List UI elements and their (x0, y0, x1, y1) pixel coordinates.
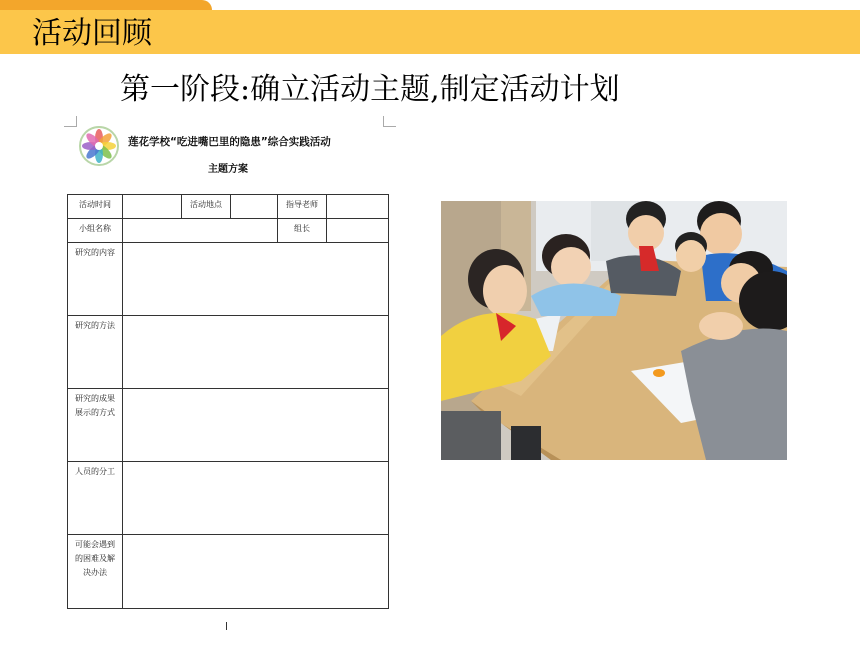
section-cell[interactable] (123, 316, 389, 389)
table-row (68, 219, 389, 243)
section-label: 人员的分工 (68, 462, 123, 535)
section-cell[interactable] (123, 462, 389, 535)
document-subtitle: 主题方案 (208, 164, 248, 175)
plan-document (64, 116, 396, 630)
section-label: 研究的方法 (68, 316, 123, 389)
section-cell[interactable] (123, 389, 389, 462)
table-row (68, 462, 389, 535)
leader-label: 组长 (278, 219, 327, 243)
crop-mark (383, 116, 396, 127)
section-cell[interactable] (123, 535, 389, 609)
leader-cell[interactable] (327, 219, 389, 243)
classroom-photo (441, 201, 787, 460)
page-title: 活动回顾 (32, 16, 152, 51)
slide-subtitle: 第一阶段:确立活动主题,制定活动计划 (120, 72, 620, 107)
table-row (68, 195, 389, 219)
header-banner (0, 0, 860, 54)
time-label: 活动时间 (68, 195, 123, 219)
section-cell[interactable] (123, 243, 389, 316)
table-row (68, 316, 389, 389)
section-label: 研究的成果展示的方式 (68, 389, 123, 462)
place-cell[interactable] (231, 195, 278, 219)
school-logo-icon (76, 124, 122, 168)
section-label: 可能会遇到的困难及解决办法 (68, 535, 123, 609)
group-label: 小组名称 (68, 219, 123, 243)
document-title: 莲花学校“吃进嘴巴里的隐患”综合实践活动 (128, 136, 331, 148)
group-cell[interactable] (123, 219, 278, 243)
section-label: 研究的内容 (68, 243, 123, 316)
table-row (68, 243, 389, 316)
teacher-label: 指导老师 (278, 195, 327, 219)
plan-table (67, 194, 389, 609)
teacher-cell[interactable] (327, 195, 389, 219)
place-label: 活动地点 (182, 195, 231, 219)
table-row (68, 389, 389, 462)
text-cursor (226, 622, 227, 630)
time-cell[interactable] (123, 195, 182, 219)
table-row (68, 535, 389, 609)
